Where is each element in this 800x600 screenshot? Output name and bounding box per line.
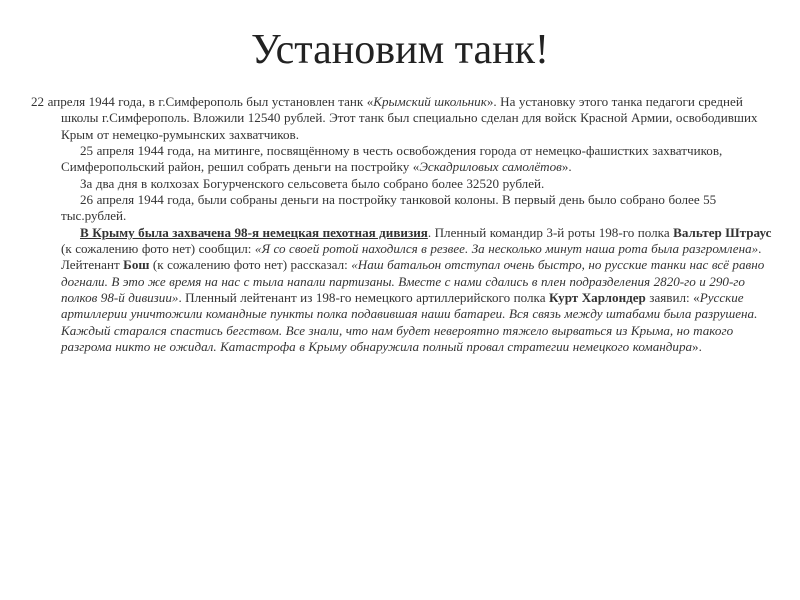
text: (к сожалению фото нет) сообщил: bbox=[61, 241, 255, 257]
person-name: Вальтер Штраус bbox=[673, 224, 772, 240]
text: ». На установку этого танка педагоги средней школы г.Симферополь. Вложили 12540 рублей. Этот танк был специально сделан для войск Красной Армии, освободивших Крым от немецко-румынских захватчиков. bbox=[61, 94, 758, 142]
paragraph-tank bbox=[31, 94, 776, 143]
paragraph-rally bbox=[31, 143, 776, 176]
squadron-name: Эскадриловых самолётов bbox=[419, 159, 562, 175]
person-name: Курт Харлондер bbox=[548, 290, 646, 306]
text: За два дня в колхозах Богурченского сельсовета было собрано более 32520 рублей. bbox=[80, 175, 545, 191]
slide-title: Установим танк! bbox=[250, 27, 550, 73]
text: 26 апреля 1944 года, были собраны деньги на постройку танковой колоны. В первый день было собрано более 55 тыс.рублей. bbox=[61, 192, 717, 224]
text: 25 апреля 1944 года, на митинге, посвящённому в честь освобождения города от немецко-фашистких захватчиков, Симферопольский район, решил собрать деньги на постройку « bbox=[61, 143, 723, 175]
text: (к сожалению фото нет) рассказал: bbox=[149, 257, 352, 273]
paragraph-collective-farms bbox=[31, 176, 776, 192]
text: 22 апреля 1944 года, в г.Симферополь был установлен танк « bbox=[31, 94, 374, 109]
tank-name: Крымский школьник bbox=[373, 94, 487, 109]
text: . Пленный лейтенант из 198-го немецкого артиллерийского полка bbox=[178, 290, 549, 306]
quote: «Я со своей ротой находился в резвее. За несколько минут наша рота была разгромлена» bbox=[254, 241, 759, 257]
quote: «Наш батальон отступал очень быстро, но русские танки нас всё равно догнали. В это же время на нас с тыла напали партизаны. Вместе с нами сдались в плен подразделения 2820-го и 290-го полков 98-й дивизии» bbox=[61, 257, 765, 306]
text: ». bbox=[561, 159, 572, 175]
paragraph-tank-column bbox=[31, 192, 776, 225]
slide-body bbox=[31, 94, 776, 356]
paragraph-98th-division bbox=[31, 225, 776, 356]
text: ». bbox=[692, 339, 702, 355]
text: . Пленный командир 3-й роты 198-го полка bbox=[427, 224, 674, 240]
text: . Лейтенант bbox=[61, 241, 762, 273]
quote: Русские артиллерии уничтожили командные пункты полка подавившая наши батареи. Вся связь между штабами была разрушена. Каждый старался спастись бегством. Все знали, что нам будет невероятно тяжело вырваться из Крыма, но такого разгрома никто не ожидал. Катастрофа в Крыму обнаружила полный провал стратегии немецкого командира bbox=[61, 290, 758, 355]
person-name: Бош bbox=[123, 257, 150, 273]
division-heading: В Крыму была захвачена 98-я немецкая пехотная дивизия bbox=[80, 224, 428, 240]
text: заявил: « bbox=[645, 290, 700, 306]
